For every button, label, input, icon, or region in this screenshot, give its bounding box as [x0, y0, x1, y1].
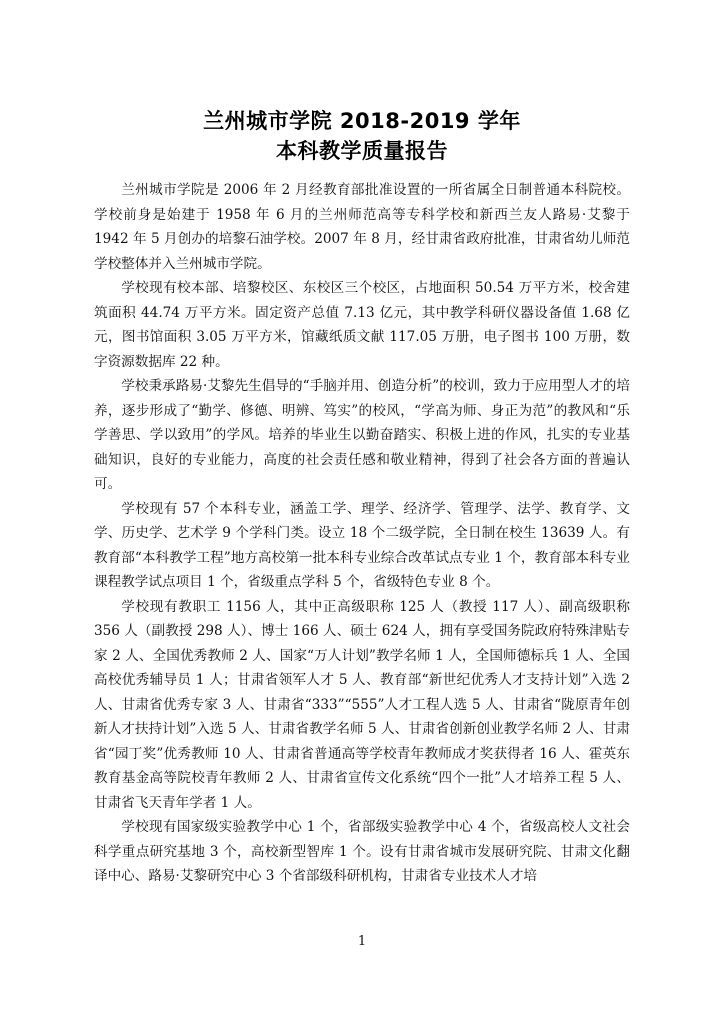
page-number: 1: [357, 934, 367, 949]
report-title: [0, 106, 724, 166]
paragraph-faculty: 学校现有教职工 1156 人，其中正高级职称 125 人（教授 117 人）、副高级职称 356 人（副教授 298 人）、博士 166 人、硕士 624 人，拥有享受国务院政府特殊津贴专家 2 人、全国优秀教师 2 人、国家“万人计划”教学名师 1 人，全国师德标兵 1 人、全国高校优秀辅导员 1 人；甘肃省领军人才 5 人、教育部“新世纪优秀人才支持计划”入选 2 人、甘肃省优秀专家 3 人、甘肃省“333”“555”人才工程人选 5 人、甘肃省“陇原青年创新人才扶持计划”入选 5 人、甘肃省教学名师 5 人、甘肃省创新创业教学名师 2 人、甘肃省“园丁奖”优秀教师 10 人、甘肃省普通高等学校青年教师成才奖获得者 16 人、霍英东教育基金高等院校青年教师 2 人、甘肃省宣传文化系统“四个一批”人才培养工程 5 人、甘肃省飞天青年学者 1 人。: [94, 598, 630, 811]
title-line-2: 本科教学质量报告: [276, 139, 448, 163]
paragraph-research: 学校现有国家级实验教学中心 1 个，省部级实验教学中心 4 个，省级高校人文社会科学重点研究基地 3 个，高校新型智库 1 个。设有甘肃省城市发展研究院、甘肃文化翻译中心、路易·艾黎研究中心 3 个省部级科研机构，甘肃省专业技术人才培: [94, 819, 630, 884]
paragraph-majors: 学校现有 57 个本科专业，涵盖工学、理学、经济学、管理学、法学、教育学、文学、历史学、艺术学 9 个学科门类。设立 18 个二级学院，全日制在校生 13639 人。有教育部“本科教学工程”地方高校第一批本科专业综合改革试点专业 1 个，教育部本科专业课程教学试点项目 1 个，省级重点学科 5 个，省级特色专业 8 个。: [94, 500, 630, 590]
report-body: [94, 178, 630, 889]
title-line-1: 兰州城市学院 2018-2019 学年: [203, 109, 521, 133]
paragraph-history: 兰州城市学院是 2006 年 2 月经教育部批准设置的一所省属全日制普通本科院校。学校前身是始建于 1958 年 6 月的兰州师范高等专科学校和新西兰友人路易·艾黎于 1942 年 5 月创办的培黎石油学校。2007 年 8 月，经甘肃省政府批准，甘肃省幼儿师范学校整体并入兰州城市学院。: [94, 182, 630, 272]
paragraph-campus: 学校现有校本部、培黎校区、东校区三个校区，占地面积 50.54 万平方米，校舍建筑面积 44.74 万平方米。固定资产总值 7.13 亿元，其中教学科研仪器设备值 1.68 亿元，图书馆面积 3.05 万平方米，馆藏纸质文献 117.05 万册，电子图书 100 万册，数字资源数据库 22 种。: [94, 280, 630, 370]
paragraph-motto: 学校秉承路易·艾黎先生倡导的“手脑并用、创造分析”的校训，致力于应用型人才的培养，逐步形成了“勤学、修德、明辨、笃实”的校风，“学高为师、身正为范”的教风和“乐学善思、学以致用”的学风。培养的毕业生以勤奋踏实、积极上进的作风，扎实的专业基础知识，良好的专业能力，高度的社会责任感和敬业精神，得到了社会各方面的普遍认可。: [94, 378, 630, 492]
